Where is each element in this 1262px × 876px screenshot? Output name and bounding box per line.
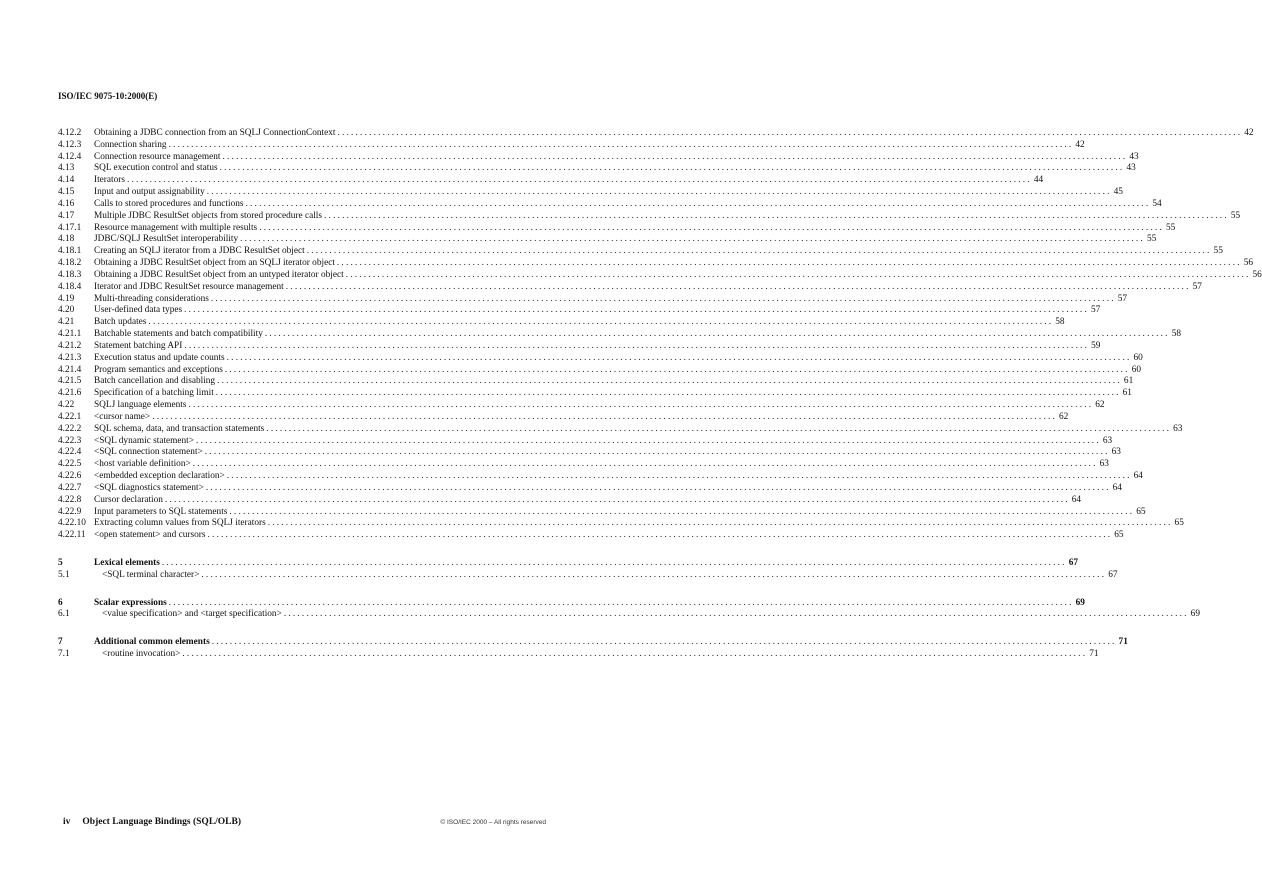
toc-leader-dots: ........................................................................................................................................................................................................: [206, 187, 1112, 198]
toc-entry-number: 4.22.4: [58, 447, 82, 458]
toc-entry-number: 4.22.7: [58, 482, 82, 493]
toc-entry[interactable]: [58, 151, 1139, 164]
toc-entry[interactable]: [58, 340, 1101, 353]
toc-entry[interactable]: [58, 530, 1124, 542]
toc-entry[interactable]: [58, 175, 1044, 187]
toc-entry-number: 4.16: [58, 198, 75, 209]
table-of-contents: [58, 128, 1262, 661]
toc-entry-number: 4.15: [58, 187, 75, 198]
toc-entry-title: Scalar expressions: [94, 597, 167, 608]
toc-entry-number: 4.22.11: [58, 530, 86, 541]
toc-entry-number: 4.12.2: [58, 128, 82, 138]
toc-entry-title: <SQL diagnostics statement>: [94, 482, 204, 493]
toc-entry-number: 4.14: [58, 175, 75, 186]
toc-entry-page: 65: [1114, 530, 1124, 541]
toc-leader-dots: ........................................................................................................................................................................................................: [283, 609, 1189, 620]
toc-leader-dots: ........................................................................................................................................................................................................: [285, 281, 1191, 292]
toc-entry[interactable]: [58, 222, 1176, 235]
toc-entry[interactable]: [58, 649, 1099, 661]
toc-entry-title: <cursor name>: [94, 411, 151, 422]
toc-entry-number: 4.22: [58, 400, 75, 411]
toc-entry-page: 56: [1252, 269, 1262, 280]
toc-entry-title: Input parameters to SQL statements: [94, 506, 228, 517]
toc-entry[interactable]: [58, 246, 1223, 258]
toc-entry[interactable]: [58, 518, 1184, 530]
copyright-notice: © ISO/IEC 2000 – All rights reserved: [440, 819, 546, 826]
toc-entry-page: 45: [1113, 187, 1123, 198]
toc-entry-page: 64: [1071, 494, 1082, 505]
toc-entry[interactable]: [58, 597, 1085, 610]
toc-entry[interactable]: [58, 506, 1146, 519]
toc-entry-page: 42: [1075, 139, 1085, 150]
toc-leader-dots: ........................................................................................................................................................................................................: [219, 163, 1125, 174]
toc-entry-title: JDBC/SQLJ ResultSet interoperability: [94, 234, 239, 245]
toc-entry-title: Input and output assignability: [94, 187, 205, 198]
toc-entry-page: 57: [1192, 281, 1202, 292]
toc-entry-title: <SQL dynamic statement>: [94, 435, 194, 446]
toc-entry-number: 4.18.1: [58, 246, 82, 257]
toc-entry[interactable]: [58, 305, 1101, 317]
toc-leader-dots: ........................................................................................................................................................................................................: [226, 352, 1132, 363]
toc-entry-title: Multi-threading considerations: [94, 293, 209, 304]
page-footer: [63, 817, 546, 827]
toc-leader-dots: ........................................................................................................................................................................................................: [205, 482, 1111, 493]
toc-entry-page: 55: [1146, 234, 1157, 245]
toc-entry-number: 4.12.3: [58, 139, 82, 150]
toc-entry-title: Calls to stored procedures and functions: [94, 198, 244, 209]
toc-entry[interactable]: [58, 352, 1143, 365]
toc-entry-number: 7.1: [58, 649, 70, 660]
toc-entry-title: Statement batching API: [94, 340, 183, 351]
toc-entry-title: Iterators: [94, 175, 125, 186]
toc-entry-title: Connection sharing: [94, 139, 167, 150]
toc-entry-number: 4.18.2: [58, 258, 82, 269]
toc-entry-page: 64: [1133, 471, 1143, 482]
toc-entry-title: <value specification> and <target specification>: [102, 609, 282, 620]
document-header-id: ISO/IEC 9075-10:2000(E): [58, 91, 158, 101]
toc-entry-number: 5: [58, 557, 63, 568]
toc-entry-page: 61: [1123, 376, 1134, 387]
toc-entry-page: 62: [1059, 411, 1069, 422]
toc-entry-title: Obtaining a JDBC connection from an SQLJ ConnectionContext: [94, 128, 336, 138]
toc-leader-dots: ........................................................................................................................................................................................................: [215, 388, 1121, 399]
toc-leader-dots: ........................................................................................................................................................................................................: [217, 376, 1122, 387]
toc-leader-dots: ........................................................................................................................................................................................................: [164, 494, 1070, 505]
toc-entry-number: 4.21.5: [58, 376, 82, 387]
toc-entry-title: Batch updates: [94, 317, 147, 328]
toc-entry-page: 69: [1075, 597, 1085, 608]
toc-leader-dots: ........................................................................................................................................................................................................: [336, 258, 1242, 269]
toc-entry-page: 65: [1174, 518, 1184, 529]
toc-entry-title: <open statement> and cursors: [94, 530, 206, 541]
toc-entry-title: Resource management with multiple results: [94, 222, 258, 233]
toc-entry-page: 55: [1213, 246, 1223, 257]
toc-entry[interactable]: [58, 637, 1128, 649]
toc-entry-page: 62: [1095, 400, 1105, 411]
toc-entry-page: 60: [1133, 352, 1143, 363]
toc-leader-dots: ........................................................................................................................................................................................................: [226, 471, 1132, 482]
toc-entry-number: 4.22.3: [58, 435, 82, 446]
toc-leader-dots: ........................................................................................................................................................................................................: [211, 637, 1117, 648]
toc-leader-dots: ........................................................................................................................................................................................................: [182, 649, 1088, 660]
toc-entry[interactable]: [58, 234, 1157, 246]
toc-entry-number: 6.1: [58, 609, 70, 620]
toc-leader-dots: ........................................................................................................................................................................................................: [345, 269, 1251, 280]
toc-leader-dots: ........................................................................................................................................................................................................: [201, 569, 1107, 580]
toc-entry-title: Batchable statements and batch compatibility: [94, 329, 263, 340]
toc-entry-number: 4.19: [58, 293, 75, 304]
toc-entry-number: 4.20: [58, 305, 75, 316]
toc-entry[interactable]: [58, 423, 1183, 436]
toc-leader-dots: ........................................................................................................................................................................................................: [222, 151, 1128, 162]
toc-entry[interactable]: [58, 471, 1143, 483]
toc-entry-page: 60: [1131, 364, 1141, 375]
toc-entry-number: 4.17.1: [58, 222, 82, 233]
toc-entry-number: 7: [58, 637, 63, 648]
toc-entry[interactable]: [58, 281, 1202, 294]
toc-entry-title: <SQL connection statement>: [94, 447, 203, 458]
toc-entry-title: SQL execution control and status: [94, 163, 218, 174]
toc-entry-title: Connection resource management: [94, 151, 221, 162]
toc-entry-title: Creating an SQLJ iterator from a JDBC ResultSet object: [94, 246, 305, 257]
toc-leader-dots: ........................................................................................................................................................................................................: [184, 340, 1090, 351]
toc-entry-number: 4.21.6: [58, 388, 82, 399]
toc-leader-dots: ........................................................................................................................................................................................................: [148, 317, 1054, 328]
toc-entry-page: 57: [1090, 305, 1101, 316]
toc-entry-page: 63: [1099, 459, 1109, 470]
toc-entry[interactable]: [58, 435, 1113, 448]
toc-entry-title: Lexical elements: [94, 557, 160, 568]
toc-entry-title: Extracting column values from SQLJ iterators: [94, 518, 266, 529]
toc-entry-page: 67: [1108, 569, 1118, 580]
toc-entry-title: Obtaining a JDBC ResultSet object from an untyped iterator object: [94, 269, 344, 280]
toc-leader-dots: ........................................................................................................................................................................................................: [161, 557, 1067, 568]
toc-entry-page: 63: [1102, 435, 1113, 446]
toc-entry-number: 4.21.3: [58, 352, 82, 363]
toc-entry[interactable]: [58, 609, 1200, 621]
toc-entry-title: Additional common elements: [94, 637, 210, 648]
toc-entry-page: 43: [1126, 163, 1136, 174]
toc-entry-page: 57: [1117, 293, 1128, 304]
group-spacer: [58, 582, 546, 598]
toc-entry-title: <SQL terminal character>: [102, 569, 200, 580]
toc-leader-dots: ........................................................................................................................................................................................................: [267, 518, 1173, 529]
toc-entry-page: 44: [1033, 175, 1044, 186]
toc-entry-title: Obtaining a JDBC ResultSet object from an SQLJ iterator object: [94, 258, 335, 269]
toc-leader-dots: ........................................................................................................................................................................................................: [196, 435, 1101, 446]
toc-entry-number: 4.13: [58, 163, 75, 174]
toc-entry-number: 4.22.5: [58, 459, 82, 470]
toc-entry-page: 55: [1230, 210, 1241, 221]
toc-entry[interactable]: [58, 139, 1085, 152]
toc-entry-title: SQLJ language elements: [94, 400, 187, 411]
toc-entry[interactable]: [58, 293, 1128, 306]
toc-leader-dots: ........................................................................................................................................................................................................: [168, 597, 1074, 608]
toc-entry[interactable]: [58, 569, 1118, 582]
toc-entry-number: 4.18: [58, 234, 75, 245]
toc-leader-dots: ........................................................................................................................................................................................................: [168, 139, 1074, 150]
toc-entry-number: 4.21.1: [58, 329, 82, 340]
toc-entry-page: 58: [1171, 329, 1181, 340]
toc-entry[interactable]: [58, 163, 1136, 175]
page-number: iv: [63, 817, 71, 827]
toc-entry[interactable]: [58, 447, 1121, 459]
toc-leader-dots: ........................................................................................................................................................................................................: [264, 329, 1170, 340]
toc-entry[interactable]: [58, 210, 1241, 223]
toc-entry[interactable]: [58, 258, 1254, 270]
toc-leader-dots: ........................................................................................................................................................................................................: [259, 222, 1165, 233]
toc-entry-number: 4.22.10: [58, 518, 86, 529]
toc-entry-title: Batch cancellation and disabling: [94, 376, 216, 387]
toc-entry[interactable]: [58, 269, 1262, 282]
toc-entry-title: SQL schema, data, and transaction statements: [94, 423, 265, 434]
toc-leader-dots: ........................................................................................................................................................................................................: [337, 128, 1243, 138]
toc-leader-dots: ........................................................................................................................................................................................................: [126, 175, 1032, 186]
toc-leader-dots: ........................................................................................................................................................................................................: [192, 459, 1098, 470]
toc-entry-page: 64: [1112, 482, 1122, 493]
footer-title-block: [63, 817, 253, 827]
toc-entry-page: 69: [1190, 609, 1200, 620]
toc-leader-dots: ........................................................................................................................................................................................................: [207, 530, 1113, 541]
toc-entry-page: 63: [1173, 423, 1183, 434]
toc-entry-number: 4.12.4: [58, 151, 82, 162]
toc-entry[interactable]: [58, 329, 1181, 341]
toc-entry[interactable]: [58, 317, 1065, 329]
toc-entry-title: Multiple JDBC ResultSet objects from stored procedure calls: [94, 210, 322, 221]
toc-entry-number: 5.1: [58, 569, 70, 580]
toc-entry[interactable]: [58, 459, 1109, 471]
toc-entry-page: 61: [1122, 388, 1132, 399]
toc-entry-title: <embedded exception declaration>: [94, 471, 225, 482]
toc-leader-dots: ........................................................................................................................................................................................................: [229, 506, 1135, 517]
toc-entry-number: 4.22.1: [58, 411, 82, 422]
toc-entry-title: Program semantics and exceptions: [94, 364, 223, 375]
toc-entry-number: 4.18.3: [58, 269, 82, 280]
toc-entry-number: 4.22.6: [58, 471, 82, 482]
toc-leader-dots: ........................................................................................................................................................................................................: [184, 305, 1089, 316]
toc-leader-dots: ........................................................................................................................................................................................................: [152, 411, 1058, 422]
toc-entry-page: 63: [1111, 447, 1121, 458]
toc-entry[interactable]: [58, 494, 1082, 507]
group-spacer: [58, 621, 546, 637]
toc-entry[interactable]: [58, 400, 1105, 412]
toc-entry-page: 67: [1068, 557, 1078, 568]
toc-leader-dots: ........................................................................................................................................................................................................: [324, 210, 1229, 221]
toc-entry-page: 43: [1129, 151, 1139, 162]
toc-leader-dots: ........................................................................................................................................................................................................: [240, 234, 1145, 245]
toc-entry-title: Cursor declaration: [94, 494, 163, 505]
toc-entry[interactable]: [58, 557, 1078, 570]
toc-leader-dots: ........................................................................................................................................................................................................: [306, 246, 1212, 257]
toc-entry[interactable]: [58, 198, 1162, 211]
toc-entry-number: 6: [58, 597, 63, 608]
toc-entry[interactable]: [58, 482, 1122, 495]
toc-entry-title: <host variable definition>: [94, 459, 191, 470]
toc-entry-page: 58: [1055, 317, 1065, 328]
toc-entry-page: 59: [1091, 340, 1101, 351]
toc-entry-number: 4.18.4: [58, 281, 82, 292]
toc-entry-page: 65: [1136, 506, 1146, 517]
toc-entry-page: 71: [1089, 649, 1099, 660]
toc-leader-dots: ........................................................................................................................................................................................................: [266, 423, 1172, 434]
toc-leader-dots: ........................................................................................................................................................................................................: [245, 198, 1151, 209]
toc-entry-number: 4.22.8: [58, 494, 82, 505]
toc-entry-number: 4.21.4: [58, 364, 82, 375]
toc-entry-title: Execution status and update counts: [94, 352, 225, 363]
toc-entry-title: User-defined data types: [94, 305, 183, 316]
toc-leader-dots: ........................................................................................................................................................................................................: [188, 400, 1094, 411]
toc-entry-page: 54: [1152, 198, 1162, 209]
toc-entry[interactable]: [58, 187, 1123, 199]
toc-entry-number: 4.21: [58, 317, 75, 328]
toc-entry[interactable]: [58, 364, 1141, 377]
toc-entry[interactable]: [58, 388, 1132, 400]
toc-entry-number: 4.22.9: [58, 506, 82, 517]
toc-entry-page: 42: [1244, 128, 1254, 138]
toc-entry-title: <routine invocation>: [102, 649, 181, 660]
group-spacer: [58, 542, 546, 558]
toc-entry-title: Specification of a batching limit: [94, 388, 214, 399]
toc-entry[interactable]: [58, 411, 1069, 424]
toc-leader-dots: ........................................................................................................................................................................................................: [204, 447, 1110, 458]
toc-entry-number: 4.17: [58, 210, 75, 221]
toc-entry-page: 55: [1166, 222, 1176, 233]
toc-entry[interactable]: [58, 376, 1134, 388]
toc-entry-number: 4.21.2: [58, 340, 82, 351]
toc-entry-title: Iterator and JDBC ResultSet resource management: [94, 281, 284, 292]
toc-entry[interactable]: [58, 128, 1254, 140]
toc-entry-page: 56: [1243, 258, 1254, 269]
toc-entry-number: 4.22.2: [58, 423, 82, 434]
footer-title: Object Language Bindings (SQL/OLB): [82, 817, 242, 827]
toc-entry-page: 71: [1118, 637, 1128, 648]
toc-leader-dots: ........................................................................................................................................................................................................: [224, 364, 1130, 375]
toc-leader-dots: ........................................................................................................................................................................................................: [210, 293, 1116, 304]
